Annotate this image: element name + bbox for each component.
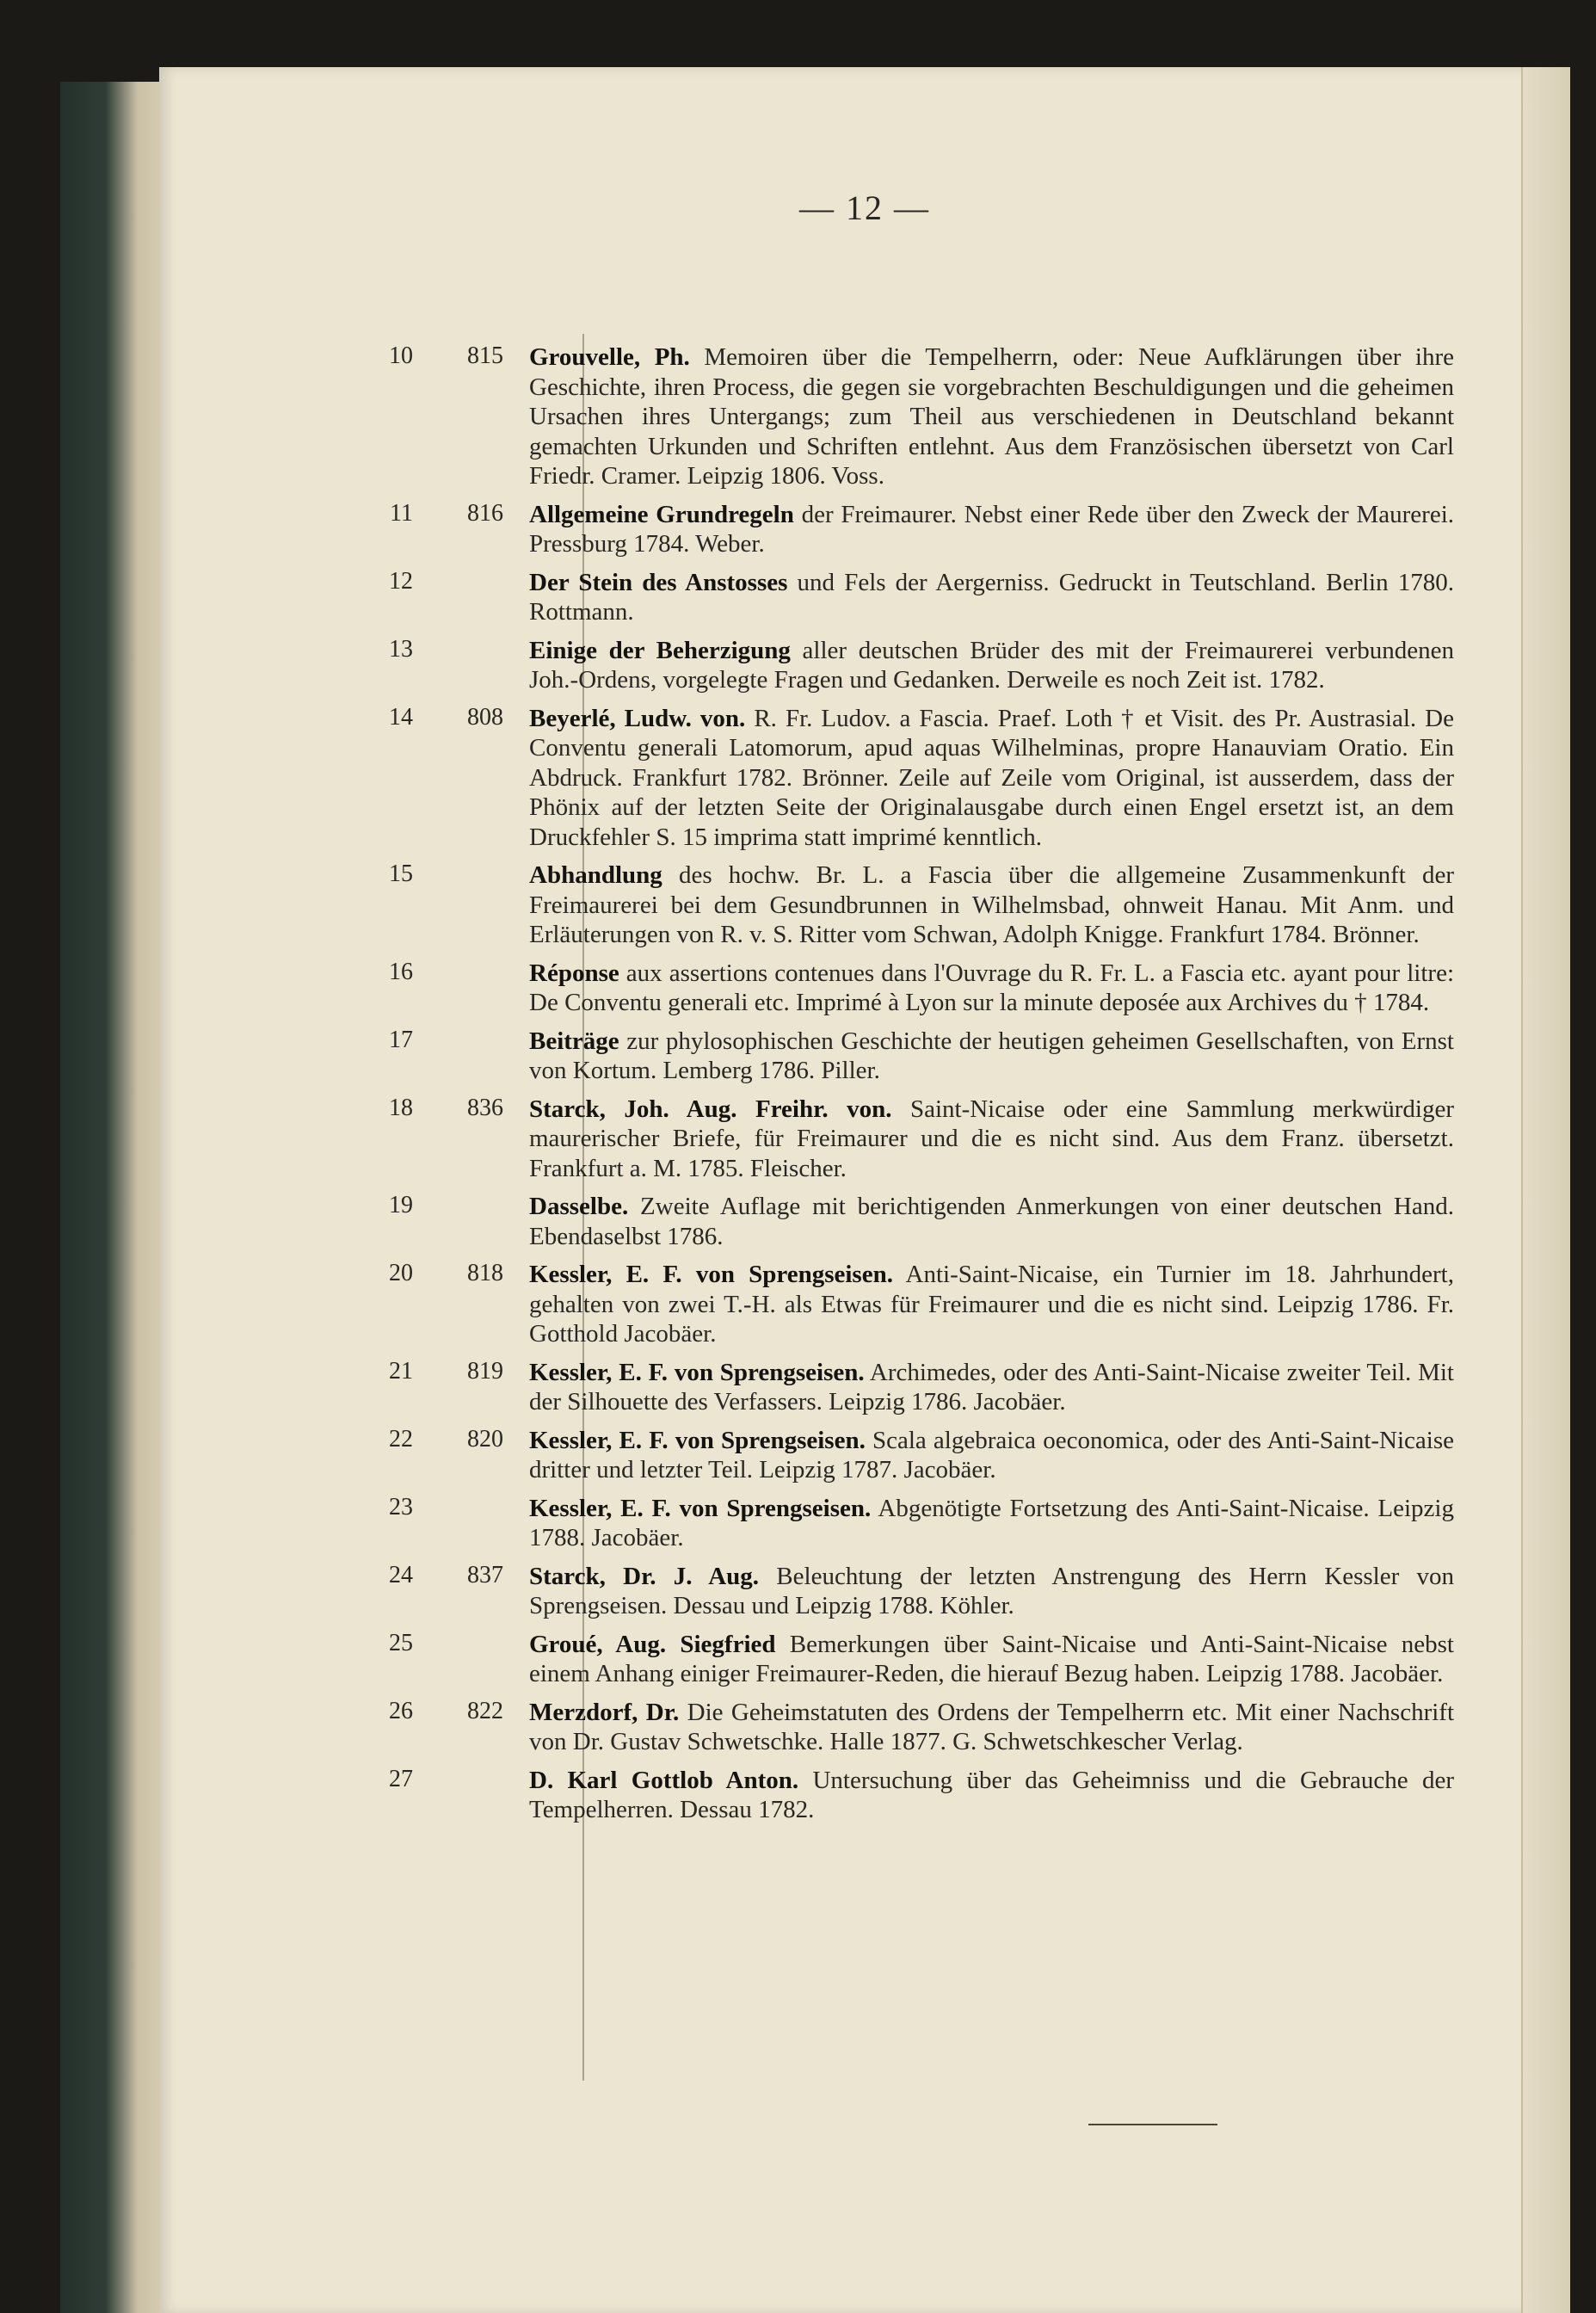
entry-text xyxy=(529,1426,1454,1485)
end-rule xyxy=(1088,2124,1217,2125)
entry-number: 20 xyxy=(389,1260,413,1286)
entry-description: Die Geheimstatuten des Ordens der Tempelherrn etc. Mit einer Nachschrift von Dr. Gustav Schwetschke. Halle 1877. G. Schwetschkescher Verlag. xyxy=(529,1698,1454,1755)
entry-heading: Dasselbe. xyxy=(529,1193,629,1220)
entry-number: 12 xyxy=(389,567,413,595)
entry-reference: 822 xyxy=(467,1697,503,1724)
entry-heading: Kessler, E. F. von Sprengseisen. xyxy=(529,1426,866,1454)
entry-reference: 820 xyxy=(467,1425,503,1453)
entry-number: 25 xyxy=(389,1629,413,1656)
entry-number: 23 xyxy=(389,1493,413,1520)
page-number: — 12 — xyxy=(799,188,930,227)
entry-description: Memoiren über die Tempelherrn, oder: Neue Aufklärungen über ihre Geschichte, ihren Process, die gegen sie vorgebrachten Beschuldigungen und die geheimen Ursachen ihres Untergangs; zum Theil aus verschiedenen in Deutschland bekannt gemachten Urkunden und Schriften entlehnt. Aus dem Französischen übersetzt von Carl Friedr. Cramer. Leipzig 1806. Voss. xyxy=(529,343,1455,490)
entry-description: Zweite Auflage mit berichtigenden Anmerkungen von einer deutschen Hand. Ebendaselbst 1786. xyxy=(529,1193,1454,1250)
entry-number: 24 xyxy=(389,1561,413,1588)
entry-text xyxy=(529,1562,1454,1621)
entry-number: 16 xyxy=(389,958,413,985)
entry-heading: Starck, Dr. J. Aug. xyxy=(529,1562,760,1590)
entry-text xyxy=(529,1358,1454,1417)
entry-description: Anti-Saint-Nicaise, ein Turnier im 18. Jahrhundert, gehalten von zwei T.-H. als Etwas für Freimaurer und die es nicht sind. Leipzig 1786. Fr. Gotthold Jacobäer. xyxy=(529,1261,1454,1348)
catalog-entry xyxy=(159,704,1570,853)
entry-text xyxy=(529,1192,1454,1251)
entry-heading: Abhandlung xyxy=(529,861,662,889)
entry-heading: Allgemeine Grundregeln xyxy=(529,500,794,528)
catalog-entry xyxy=(159,959,1570,1018)
catalog-entry xyxy=(159,568,1570,627)
entry-heading: Der Stein des Anstosses xyxy=(529,568,788,596)
entry-reference: 815 xyxy=(467,342,503,369)
catalog-entry xyxy=(159,1027,1570,1086)
entry-number: 17 xyxy=(389,1026,413,1053)
entry-number: 27 xyxy=(389,1765,413,1792)
entry-number: 14 xyxy=(389,703,413,731)
entry-text xyxy=(529,500,1454,559)
entry-text xyxy=(529,568,1454,627)
entry-description: Untersuchung über das Geheimniss und die Gebrauche der Tempelherren. Dessau 1782. xyxy=(529,1766,1454,1823)
book-page xyxy=(159,67,1570,2313)
catalog-entry xyxy=(159,1260,1570,1349)
entry-description: der Freimaurer. Nebst einer Rede über den Zweck der Maurerei. Pressburg 1784. Weber. xyxy=(529,500,1455,558)
entry-description: Saint-Nicaise oder eine Sammlung merkwürdiger maurerischer Briefe, für Freimaurer und die es nicht sind. Aus dem Franz. übersetzt. Frankfurt a. M. 1785. Fleischer. xyxy=(529,1095,1454,1182)
entry-description: Beleuchtung der letzten Anstrengung des Herrn Kessler von Sprengseisen. Dessau und Leipzig 1788. Köhler. xyxy=(529,1562,1454,1619)
catalog-entry xyxy=(159,1562,1570,1621)
entry-text xyxy=(529,1027,1454,1086)
entry-text xyxy=(529,1095,1454,1184)
entry-heading: D. Karl Gottlob Anton. xyxy=(529,1766,799,1794)
catalog-entry xyxy=(159,500,1570,559)
catalog-entry xyxy=(159,636,1570,695)
entry-number: 13 xyxy=(389,635,413,663)
entry-description: Scala algebraica oeconomica, oder des Anti-Saint-Nicaise dritter und letzter Teil. Leipzig 1787. Jacobäer. xyxy=(529,1426,1454,1483)
entry-heading: Einige der Beherzigung xyxy=(529,636,791,664)
entry-heading: Starck, Joh. Aug. Freihr. von. xyxy=(529,1095,892,1123)
entry-heading: Groué, Aug. Siegfried xyxy=(529,1630,776,1658)
catalog-entry xyxy=(159,860,1570,950)
entry-text xyxy=(529,959,1454,1018)
entry-text xyxy=(529,704,1454,853)
entry-description: aux assertions contenues dans l'Ouvrage du R. Fr. L. a Fascia etc. ayant pour litre: De Conventu generali etc. Imprimé à Lyon sur la minute deposée aux Archives du † 1784. xyxy=(529,959,1454,1016)
entry-number: 10 xyxy=(389,342,413,369)
entry-number: 19 xyxy=(389,1192,413,1218)
catalog-entry xyxy=(159,1192,1570,1251)
entry-description: Abgenötigte Fortsetzung des Anti-Saint-Nicaise. Leipzig 1788. Jacobäer. xyxy=(529,1494,1454,1551)
catalog-entry xyxy=(159,1698,1570,1757)
entry-reference: 837 xyxy=(467,1561,503,1588)
entry-text xyxy=(529,342,1454,491)
entry-description: Archimedes, oder des Anti-Saint-Nicaise zweiter Teil. Mit der Silhouette des Verfassers. Leipzig 1786. Jacobäer. xyxy=(529,1358,1454,1416)
entry-reference: 836 xyxy=(467,1094,503,1121)
entry-heading: Grouvelle, Ph. xyxy=(529,343,690,371)
entry-text xyxy=(529,1698,1454,1757)
catalog-entry xyxy=(159,1630,1570,1689)
entry-text xyxy=(529,636,1454,695)
entry-number: 11 xyxy=(390,499,413,527)
entry-heading: Réponse xyxy=(529,959,619,987)
entry-reference: 819 xyxy=(467,1357,503,1385)
entry-description: aller deutschen Brüder des mit der Freimaurerei verbundenen Joh.-Ordens, vorgelegte Fragen und Gedanken. Derweile es noch Zeit ist. 1782. xyxy=(529,636,1455,694)
entry-heading: Kessler, E. F. von Sprengseisen. xyxy=(529,1494,872,1522)
entry-description: Bemerkungen über Saint-Nicaise und Anti-Saint-Nicaise nebst einem Anhang einiger Freimaurer-Reden, die hierauf Bezug haben. Leipzig 1788. Jacobäer. xyxy=(529,1630,1454,1687)
entry-text xyxy=(529,1260,1454,1349)
entry-number: 22 xyxy=(389,1425,413,1453)
entry-heading: Beyerlé, Ludw. von. xyxy=(529,704,746,732)
entry-text xyxy=(529,860,1454,950)
entry-description: des hochw. Br. L. a Fascia über die allgemeine Zusammenkunft der Freimaurerei bei dem Gesundbrunnen in Wilhelmsbad, ohnweit Hanau. Mit Anm. und Erläuterungen von R. v. S. Ritter vom Schwan, Adolph Knigge. Frankfurt 1784. Brönner. xyxy=(529,861,1454,948)
entry-text xyxy=(529,1630,1454,1689)
entry-text xyxy=(529,1766,1454,1825)
entry-number: 18 xyxy=(389,1094,413,1121)
entry-description: zur phylosophischen Geschichte der heutigen geheimen Gesellschaften, von Ernst von Kortum. Lemberg 1786. Piller. xyxy=(529,1027,1454,1084)
catalog-entry xyxy=(159,1358,1570,1417)
entry-text xyxy=(529,1494,1454,1553)
entry-reference: 818 xyxy=(467,1260,503,1286)
entry-heading: Merzdorf, Dr. xyxy=(529,1698,680,1726)
entry-reference: 808 xyxy=(467,703,503,731)
entry-description: R. Fr. Ludov. a Fascia. Praef. Loth † et Visit. des Pr. Austrasial. De Conventu generali Latomorum, apud aquas Wilhelminas, propre Hanauviam Oratio. Ein Abdruck. Frankfurt 1782. Brönner. Zeile auf Zeile vom Original, ist ausserdem, dass der Phönix auf der letzten Seite der Originalausgabe durch einen Engel ersetzt ist, an dem Druckfehler S. 15 imprima statt imprimé kenntlich. xyxy=(529,704,1454,851)
entry-reference: 816 xyxy=(467,499,503,527)
entry-description: und Fels der Aergerniss. Gedruckt in Teutschland. Berlin 1780. Rottmann. xyxy=(529,568,1454,626)
catalog-entry xyxy=(159,1095,1570,1184)
catalog-entry xyxy=(159,1494,1570,1553)
catalog-entries xyxy=(159,342,1570,1834)
entry-heading: Kessler, E. F. von Sprengseisen. xyxy=(529,1261,893,1288)
entry-number: 15 xyxy=(389,860,413,887)
entry-number: 26 xyxy=(389,1697,413,1724)
catalog-entry xyxy=(159,342,1570,491)
entry-heading: Kessler, E. F. von Sprengseisen. xyxy=(529,1358,865,1386)
catalog-entry xyxy=(159,1426,1570,1485)
entry-number: 21 xyxy=(389,1357,413,1385)
entry-heading: Beiträge xyxy=(529,1027,619,1055)
catalog-entry xyxy=(159,1766,1570,1825)
